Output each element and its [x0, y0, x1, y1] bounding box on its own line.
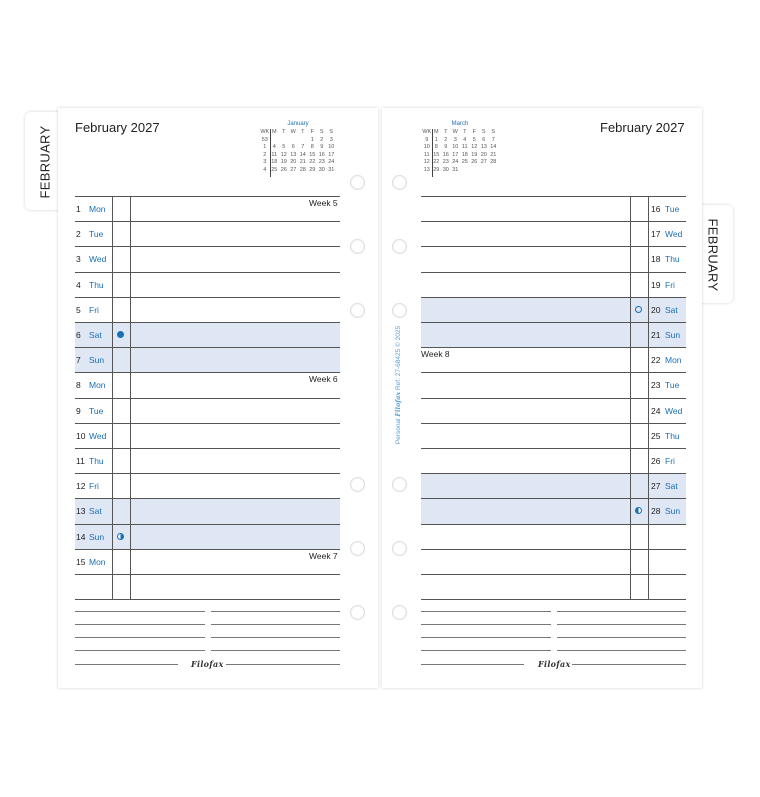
mini-calendar-cell: T: [444, 129, 448, 135]
mini-calendar-cell: 4: [463, 136, 467, 143]
moon-phase-icon: [117, 331, 124, 338]
row-line: [421, 448, 686, 449]
row-line: [421, 423, 686, 424]
mini-calendar-march: [422, 121, 498, 177]
day-name: Tue: [665, 380, 680, 391]
mini-calendar-cell: 10: [423, 144, 430, 151]
binder-hole: [392, 541, 407, 556]
mini-calendar-grid: [260, 129, 336, 173]
weekend-shading: [421, 498, 686, 523]
mini-calendar-cell: 14: [490, 144, 497, 151]
weekend-shading: [421, 473, 686, 498]
day-name: Wed: [665, 405, 683, 416]
notes-line: [421, 624, 551, 625]
mini-calendar-cell: S: [481, 129, 486, 135]
mini-calendar-cell: 19: [280, 159, 287, 166]
week-number: Week 5: [309, 198, 338, 208]
day-name: Fri: [89, 481, 99, 492]
day-number: 12: [76, 481, 86, 492]
mini-calendar-cell: 21: [299, 159, 306, 166]
day-number: 13: [76, 506, 86, 517]
mini-calendar-cell: 4: [263, 166, 267, 173]
row-line: [421, 221, 686, 222]
mini-calendar-cell: 25: [271, 166, 278, 173]
weekend-shading: [75, 322, 340, 347]
page-title-left: February 2027: [75, 120, 160, 135]
mini-calendar-title: March: [451, 121, 469, 127]
mini-calendar-cell: [289, 137, 299, 143]
row-line: [421, 398, 686, 399]
day-number: 18: [651, 254, 661, 265]
binder-hole: [392, 477, 407, 492]
binder-hole: [350, 175, 365, 190]
mini-calendar-cell: [270, 137, 280, 143]
column-line: [648, 196, 649, 599]
mini-calendar-cell: 31: [452, 166, 459, 173]
row-line: [75, 272, 340, 273]
row-line: [75, 448, 340, 449]
mini-calendar-cell: 12: [471, 144, 478, 151]
mini-calendar-cell: 22: [433, 159, 440, 166]
day-number: 10: [76, 430, 86, 441]
mini-calendar-cell: 7: [491, 136, 495, 143]
mini-calendar-cell: 29: [309, 166, 316, 173]
mini-calendar-cell: 23: [318, 159, 325, 166]
mini-calendar-cell: 15: [309, 151, 316, 158]
row-line: [75, 599, 340, 600]
mini-calendar-cell: 3: [453, 136, 457, 143]
mini-calendar-cell: F: [472, 129, 476, 135]
mini-calendar-cell: 28: [299, 166, 306, 173]
mini-calendar-cell: 23: [442, 159, 449, 166]
moon-phase-icon: [635, 306, 642, 313]
day-number: 19: [651, 279, 661, 290]
day-number: 27: [651, 481, 661, 492]
mini-calendar-cell: 2: [320, 136, 324, 143]
day-name: Sat: [665, 481, 678, 492]
mini-calendar-cell: 25: [461, 159, 468, 166]
day-name: Fri: [665, 279, 675, 290]
mini-calendar-cell: 11: [271, 151, 278, 158]
footer-line: [226, 664, 341, 665]
day-name: Thu: [665, 254, 680, 265]
notes-line: [75, 611, 205, 612]
page-title-right: February 2027: [600, 120, 685, 135]
row-line: [421, 196, 686, 197]
mini-calendar-cell: 2: [263, 151, 267, 158]
mini-calendar-cell: 20: [290, 159, 297, 166]
day-name: Wed: [89, 254, 107, 265]
week-number: Week 6: [309, 374, 338, 385]
mini-calendar-cell: [460, 167, 470, 173]
mini-calendar-cell: 30: [442, 166, 449, 173]
mini-calendar-cell: 24: [452, 159, 459, 166]
mini-calendar-cell: 26: [280, 166, 287, 173]
notes-line: [421, 650, 551, 651]
day-number: 15: [76, 556, 86, 567]
day-number: 3: [76, 254, 81, 265]
day-number: 14: [76, 531, 86, 542]
mini-calendar-cell: S: [491, 129, 496, 135]
notes-line: [211, 611, 341, 612]
column-line: [112, 196, 113, 599]
row-line: [75, 347, 340, 348]
day-name: Sun: [665, 506, 681, 517]
day-name: Mon: [89, 204, 106, 214]
day-number: 28: [651, 506, 661, 517]
row-line: [75, 322, 340, 323]
row-line: [75, 498, 340, 499]
mini-calendar-cell: 13: [290, 151, 297, 158]
binder-hole: [392, 605, 407, 620]
day-number: 4: [76, 279, 81, 290]
day-name: Thu: [665, 430, 680, 441]
day-name: Sat: [89, 330, 102, 340]
mini-calendar-cell: 1: [310, 136, 314, 143]
day-number: 21: [651, 330, 661, 340]
mini-calendar-cell: 13: [423, 166, 430, 173]
day-name: Mon: [89, 380, 106, 391]
row-line: [421, 246, 686, 247]
mini-calendar-cell: 10: [452, 144, 459, 151]
day-number: 24: [651, 405, 661, 416]
mini-calendar-cell: WK: [260, 129, 270, 135]
mini-calendar-cell: T: [282, 129, 286, 135]
day-number: 26: [651, 456, 661, 466]
mini-calendar-cell: 29: [433, 166, 440, 173]
day-number: 1: [76, 204, 81, 214]
mini-calendar-cell: 3: [263, 159, 267, 166]
day-name: Mon: [665, 355, 682, 366]
footer-line: [75, 664, 178, 665]
day-name: Fri: [89, 304, 99, 315]
row-line: [75, 297, 340, 298]
row-line: [75, 423, 340, 424]
mini-calendar-cell: 18: [271, 159, 278, 166]
mini-calendar-cell: 24: [328, 159, 335, 166]
day-number: 5: [76, 304, 81, 315]
mini-calendar-cell: S: [329, 129, 334, 135]
row-line: [421, 297, 686, 298]
day-number: 17: [651, 229, 661, 240]
notes-line: [557, 624, 687, 625]
mini-calendar-cell: 11: [423, 151, 430, 158]
weekend-shading: [75, 498, 340, 523]
notes-line: [421, 611, 551, 612]
day-name: Mon: [89, 556, 106, 567]
row-line: [75, 372, 340, 373]
day-number: 16: [651, 204, 661, 214]
mini-calendar-cell: 1: [434, 136, 438, 143]
day-number: 9: [76, 405, 81, 416]
mini-calendar-cell: 9: [444, 144, 448, 151]
row-line: [421, 524, 686, 525]
day-number: 8: [76, 380, 81, 391]
mini-calendar-cell: 13: [480, 144, 487, 151]
mini-calendar-cell: 28: [490, 159, 497, 166]
mini-calendar-cell: 11: [461, 144, 468, 151]
mini-calendar-cell: M: [433, 129, 439, 135]
mini-calendar-cell: 12: [423, 159, 430, 166]
day-name: Sat: [665, 304, 678, 315]
row-line: [421, 549, 686, 550]
day-name: Fri: [665, 456, 675, 466]
row-line: [75, 524, 340, 525]
mini-calendar-cell: 31: [328, 166, 335, 173]
mini-calendar-january: [260, 121, 336, 177]
mini-calendar-cell: 3: [329, 136, 333, 143]
binder-hole: [350, 303, 365, 318]
mini-calendar-cell: 20: [480, 151, 487, 158]
mini-calendar-cell: M: [271, 129, 277, 135]
row-line: [75, 196, 340, 197]
mini-calendar-cell: 17: [328, 151, 335, 158]
mini-calendar-cell: 9: [425, 136, 429, 143]
day-name: Thu: [89, 279, 104, 290]
mini-calendar-cell: 12: [280, 151, 287, 158]
mini-calendar-cell: [279, 137, 289, 143]
mini-calendar-grid: [422, 129, 498, 173]
mini-calendar-cell: 2: [444, 136, 448, 143]
reference-text: Personal Filofax Ref: 27-68425 © 2025: [394, 325, 402, 445]
mini-calendar-cell: 27: [290, 166, 297, 173]
mini-calendar-cell: 8: [434, 144, 438, 151]
day-name: Wed: [89, 430, 107, 441]
mini-calendar-cell: 22: [309, 159, 316, 166]
day-name: Sat: [89, 506, 102, 517]
mini-calendar-cell: 6: [291, 144, 295, 151]
footer-line: [572, 664, 687, 665]
weekend-shading: [421, 322, 686, 347]
day-number: 25: [651, 430, 661, 441]
notes-line: [211, 624, 341, 625]
row-line: [75, 398, 340, 399]
day-number: 11: [76, 456, 85, 466]
mini-calendar-title: January: [287, 121, 309, 127]
mini-calendar-cell: F: [310, 129, 314, 135]
mini-calendar-cell: 15: [433, 151, 440, 158]
weekend-shading: [421, 297, 686, 322]
mini-calendar-cell: WK: [422, 129, 432, 135]
notes-line: [75, 624, 205, 625]
binder-hole: [350, 477, 365, 492]
day-number: 20: [651, 304, 661, 315]
mini-calendar-cell: [479, 167, 489, 173]
day-number: 23: [651, 380, 661, 391]
mini-calendar-cell: S: [319, 129, 324, 135]
mini-calendar-cell: 16: [318, 151, 325, 158]
brand-logo-left: Filofax: [191, 659, 224, 669]
row-line: [75, 574, 340, 575]
mini-calendar-cell: 26: [471, 159, 478, 166]
mini-calendar-cell: 16: [442, 151, 449, 158]
column-line: [130, 196, 131, 599]
mini-calendar-cell: 18: [461, 151, 468, 158]
mini-calendar-cell: 7: [301, 144, 305, 151]
mini-calendar-cell: 4: [272, 144, 276, 151]
row-line: [421, 473, 686, 474]
mini-calendar-cell: 9: [320, 144, 324, 151]
notes-line: [557, 637, 687, 638]
weekend-shading: [75, 347, 340, 372]
binder-hole: [350, 239, 365, 254]
notes-line: [557, 611, 687, 612]
row-line: [421, 372, 686, 373]
notes-line: [75, 637, 205, 638]
binder-hole: [392, 303, 407, 318]
notes-line: [211, 650, 341, 651]
day-number: 7: [76, 355, 81, 366]
mini-calendar-cell: 6: [482, 136, 486, 143]
binder-hole: [350, 605, 365, 620]
mini-calendar-cell: 8: [310, 144, 314, 151]
brand-logo-right: Filofax: [538, 659, 571, 669]
day-number: 2: [76, 229, 81, 240]
binder-hole: [350, 541, 365, 556]
row-line: [75, 221, 340, 222]
row-line: [75, 246, 340, 247]
mini-calendar-cell: [489, 167, 499, 173]
row-line: [421, 272, 686, 273]
mini-calendar-cell: 17: [452, 151, 459, 158]
binder-hole: [392, 239, 407, 254]
mini-calendar-cell: [298, 137, 308, 143]
row-line: [75, 549, 340, 550]
day-number: 22: [651, 355, 661, 366]
row-line: [421, 347, 686, 348]
day-name: Tue: [665, 204, 680, 214]
day-name: Sun: [89, 531, 105, 542]
mini-calendar-cell: T: [301, 129, 305, 135]
mini-calendar-cell: 19: [471, 151, 478, 158]
day-name: Thu: [89, 456, 104, 466]
mini-calendar-cell: [470, 167, 480, 173]
column-line: [630, 196, 631, 599]
mini-calendar-cell: 1: [263, 144, 267, 151]
row-line: [421, 498, 686, 499]
month-tab-label: FEBRUARY: [705, 218, 721, 292]
notes-line: [75, 650, 205, 651]
day-number: 6: [76, 330, 81, 340]
mini-calendar-cell: 14: [299, 151, 306, 158]
week-number: Week 7: [309, 550, 338, 561]
day-name: Sun: [665, 330, 681, 340]
weekend-shading: [75, 524, 340, 549]
mini-calendar-cell: 30: [318, 166, 325, 173]
notes-line: [421, 637, 551, 638]
notes-line: [211, 637, 341, 638]
mini-calendar-cell: 53: [261, 136, 268, 143]
mini-calendar-cell: 5: [282, 144, 286, 151]
footer-line: [421, 664, 524, 665]
day-name: Sun: [89, 355, 105, 366]
moon-phase-icon: [117, 533, 124, 540]
day-name: Tue: [89, 405, 104, 416]
row-line: [421, 322, 686, 323]
mini-calendar-cell: W: [452, 129, 458, 135]
week-number: Week 8: [421, 349, 450, 360]
row-line: [421, 599, 686, 600]
day-name: Tue: [89, 229, 104, 240]
mini-calendar-cell: W: [290, 129, 296, 135]
notes-line: [557, 650, 687, 651]
day-name: Wed: [665, 229, 683, 240]
row-line: [75, 473, 340, 474]
mini-calendar-cell: 21: [490, 151, 497, 158]
mini-calendar-cell: T: [463, 129, 467, 135]
month-tab-label: FEBRUARY: [37, 125, 53, 199]
mini-calendar-cell: 27: [480, 159, 487, 166]
mini-calendar-cell: 10: [328, 144, 335, 151]
mini-calendar-cell: 5: [472, 136, 476, 143]
row-line: [421, 574, 686, 575]
binder-hole: [392, 175, 407, 190]
